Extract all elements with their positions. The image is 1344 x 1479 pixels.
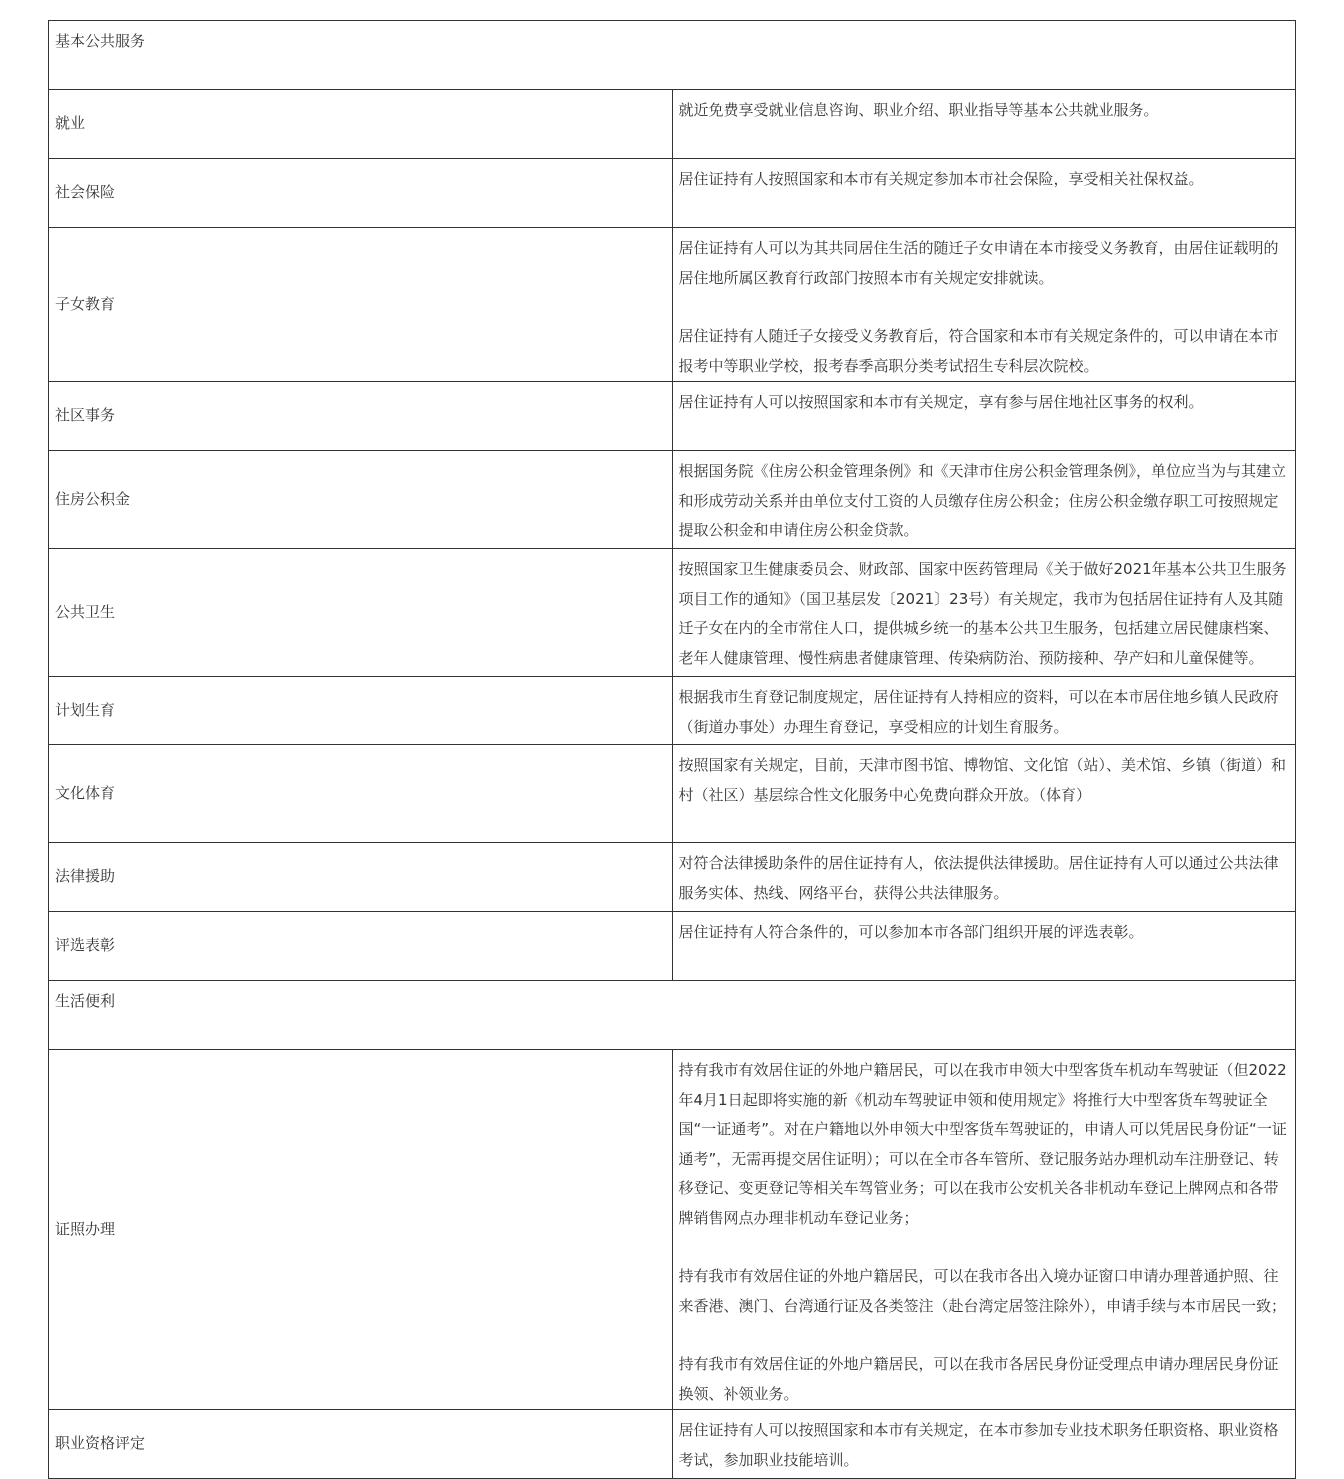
- row-label: 证照办理: [49, 1050, 673, 1410]
- table-row: [49, 745, 1296, 843]
- row-paragraph: 根据我市生育登记制度规定，居住证持有人持相应的资料，可以在本市居住地乡镇人民政府（街道办事处）办理生育登记，享受相应的计划生育服务。: [678, 688, 1279, 736]
- section-title-life-convenience: 生活便利: [49, 981, 1296, 1050]
- row-label: 文化体育: [49, 745, 673, 843]
- row-label: 子女教育: [49, 228, 673, 382]
- row-paragraph: 居住证持有人可以按照国家和本市有关规定，在本市参加专业技术职务任职资格、职业资格考试，参加职业技能培训。: [678, 1421, 1279, 1469]
- row-paragraph: 按照国家卫生健康委员会、财政部、国家中医药管理局《关于做好2021年基本公共卫生服务项目工作的通知》（国卫基层发〔2021〕23号）有关规定，我市为包括居住证持有人及其随迁子女在内的全市常住人口，提供城乡统一的基本公共卫生服务，包括建立居民健康档案、老年人健康管理、慢性病患者健康管理、传染病防治、预防接种、孕产妇和儿童保健等。: [678, 560, 1287, 667]
- row-paragraph: 按照国家有关规定，目前，天津市图书馆、博物馆、文化馆（站）、美术馆、乡镇（街道）和村（社区）基层综合性文化服务中心免费向群众开放。（体育）: [678, 756, 1287, 804]
- benefits-table-body: [49, 21, 1296, 1479]
- row-paragraph: 就近免费享受就业信息咨询、职业介绍、职业指导等基本公共就业服务。: [678, 101, 1159, 119]
- table-row: [49, 843, 1296, 912]
- row-label: 社会保险: [49, 159, 673, 228]
- row-content: [672, 677, 1296, 745]
- table-row: [49, 1410, 1296, 1479]
- row-paragraph: 持有我市有效居住证的外地户籍居民，可以在我市各出入境办证窗口申请办理普通护照、往来香港、澳门、台湾通行证及各类签注（赴台湾定居签注除外），申请手续与本市居民一致；: [678, 1267, 1287, 1315]
- row-paragraph: 对符合法律援助条件的居住证持有人，依法提供法律援助。居住证持有人可以通过公共法律服务实体、热线、网络平台，获得公共法律服务。: [678, 854, 1279, 902]
- row-label: 职业资格评定: [49, 1410, 673, 1479]
- row-label: 评选表彰: [49, 912, 673, 981]
- section-header-row: [49, 21, 1296, 90]
- row-content: [672, 912, 1296, 981]
- table-row: [49, 228, 1296, 382]
- row-paragraph: 持有我市有效居住证的外地户籍居民，可以在我市各居民身份证受理点申请办理居民身份证换领、补领业务。: [678, 1355, 1279, 1403]
- table-row: [49, 382, 1296, 451]
- row-label: 社区事务: [49, 382, 673, 451]
- table-row: [49, 451, 1296, 549]
- table-row: [49, 549, 1296, 677]
- row-label: 住房公积金: [49, 451, 673, 549]
- section-title-basic-public-services: 基本公共服务: [49, 21, 1296, 90]
- row-label: 法律援助: [49, 843, 673, 912]
- row-paragraph: 居住证持有人符合条件的，可以参加本市各部门组织开展的评选表彰。: [678, 923, 1144, 941]
- table-row: [49, 159, 1296, 228]
- row-paragraph: 根据国务院《住房公积金管理条例》和《天津市住房公积金管理条例》，单位应当为与其建立和形成劳动关系并由单位支付工资的人员缴存住房公积金；住房公积金缴存职工可按照规定提取公积金和申请住房公积金贷款。: [678, 462, 1287, 539]
- table-row: [49, 912, 1296, 981]
- row-content: [672, 1050, 1296, 1410]
- row-content: [672, 228, 1296, 382]
- section-header-row: [49, 981, 1296, 1050]
- row-content: [672, 843, 1296, 912]
- row-paragraph: 居住证持有人随迁子女接受义务教育后，符合国家和本市有关规定条件的，可以申请在本市报考中等职业学校，报考春季高职分类考试招生专科层次院校。: [678, 327, 1279, 375]
- row-content: [672, 745, 1296, 843]
- row-content: [672, 451, 1296, 549]
- row-paragraph: 居住证持有人按照国家和本市有关规定参加本市社会保险，享受相关社保权益。: [678, 170, 1204, 188]
- row-paragraph: 居住证持有人可以为其共同居住生活的随迁子女申请在本市接受义务教育，由居住证载明的居住地所属区教育行政部门按照本市有关规定安排就读。: [678, 239, 1279, 287]
- row-content: [672, 90, 1296, 159]
- row-content: [672, 382, 1296, 451]
- row-content: [672, 159, 1296, 228]
- table-row: [49, 677, 1296, 745]
- benefits-table: [48, 20, 1296, 1479]
- benefits-table-container: [48, 20, 1296, 1479]
- row-label: 就业: [49, 90, 673, 159]
- row-content: [672, 1410, 1296, 1479]
- table-row: [49, 90, 1296, 159]
- table-row: [49, 1050, 1296, 1410]
- row-paragraph: 居住证持有人可以按照国家和本市有关规定，享有参与居住地社区事务的权利。: [678, 393, 1204, 411]
- row-paragraph: 持有我市有效居住证的外地户籍居民，可以在我市申领大中型客货车机动车驾驶证（但2022年4月1日起即将实施的新《机动车驾驶证申领和使用规定》将推行大中型客货车驾驶证全国“一证通考”。对在户籍地以外申领大中型客货车驾驶证的，申请人可以凭居民身份证“一证通考”，无需再提交居住证明）；可以在全市各车管所、登记服务站办理机动车注册登记、转移登记、变更登记等相关车驾管业务；可以在我市公安机关各非机动车登记上牌网点和各带牌销售网点办理非机动车登记业务；: [678, 1061, 1287, 1227]
- row-label: 公共卫生: [49, 549, 673, 677]
- row-label: 计划生育: [49, 677, 673, 745]
- row-content: [672, 549, 1296, 677]
